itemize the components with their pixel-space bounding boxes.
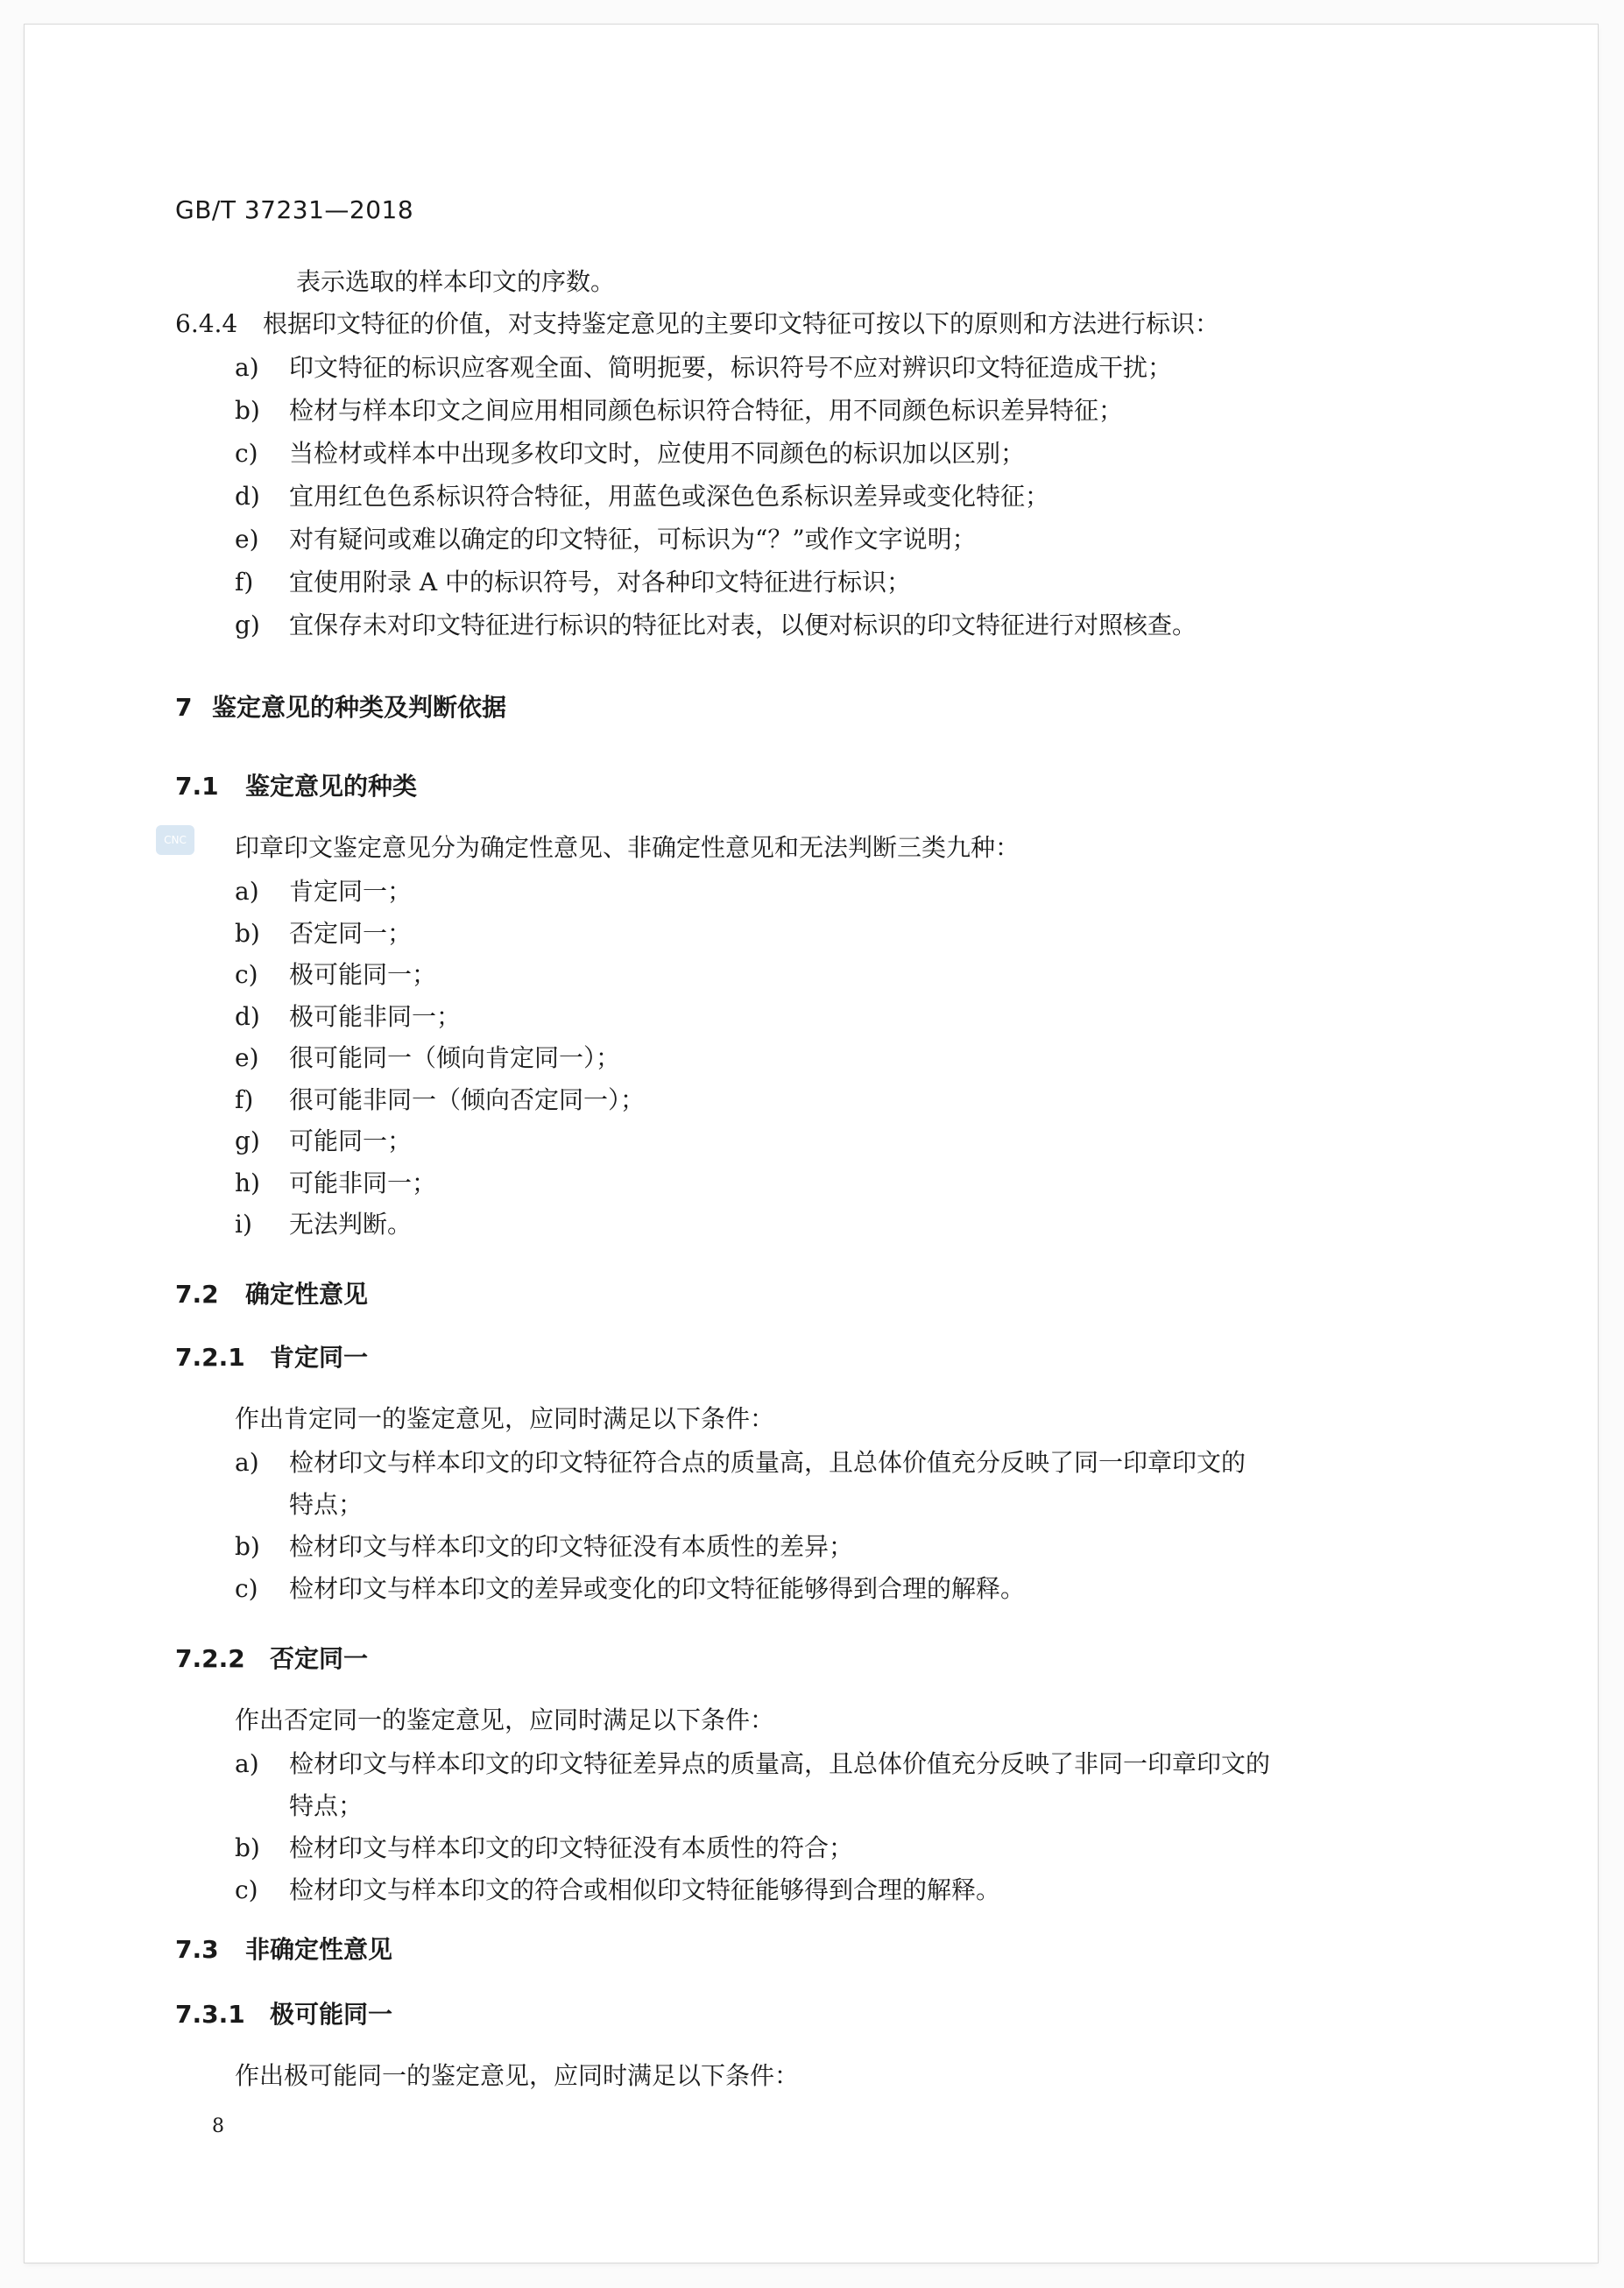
clause-number: 6.4.4 xyxy=(175,309,238,338)
list-item-continuation: 特点； xyxy=(289,1791,364,1820)
list-item xyxy=(235,1001,461,1033)
section-number: 7 xyxy=(175,693,193,722)
list-text: 肯定同一； xyxy=(289,877,413,906)
list-item xyxy=(235,876,412,907)
list-item xyxy=(235,481,1049,512)
list-item-continuation: 特点； xyxy=(289,1490,364,1519)
list-text: 印文特征的标识应客观全面、简明扼要，标识符号不应对辨识印文特征造成干扰； xyxy=(289,353,1173,382)
section-number: 7.3.1 xyxy=(175,2000,245,2029)
section-7-3-1-heading xyxy=(175,1999,392,2030)
list-text: 很可能同一（倾向肯定同一）； xyxy=(289,1043,621,1072)
section-7-1-heading xyxy=(175,771,417,802)
list-item xyxy=(235,1084,645,1116)
section-title: 鉴定意见的种类及判断依据 xyxy=(212,693,507,722)
list-text: 无法判断。 xyxy=(289,1210,413,1239)
list-marker: b) xyxy=(235,1532,260,1561)
section-7-2-1-heading xyxy=(175,1342,368,1374)
list-text: 宜保存未对印文特征进行标识的特征比对表，以便对标识的印文特征进行对照核查。 xyxy=(289,611,1197,639)
section-title: 鉴定意见的种类 xyxy=(245,772,418,801)
list-marker: h) xyxy=(235,1168,260,1197)
list-text: 检材印文与样本印文的印文特征没有本质性的符合； xyxy=(289,1833,854,1862)
list-text: 极可能非同一； xyxy=(289,1001,462,1031)
clause-text: 根据印文特征的价值，对支持鉴定意见的主要印文特征可按以下的原则和方法进行标识： xyxy=(263,309,1220,338)
section-7-2-2-heading xyxy=(175,1643,368,1675)
section-number: 7.2.1 xyxy=(175,1343,245,1372)
section-7-3-1-intro: 作出极可能同一的鉴定意见，应同时满足以下条件： xyxy=(235,2061,800,2090)
page-number: 8 xyxy=(212,2115,224,2137)
list-item xyxy=(235,1875,1000,1906)
section-title: 非确定性意见 xyxy=(245,1935,393,1964)
section-7-1-intro: 印章印文鉴定意见分为确定性意见、非确定性意见和无法判断三类九种： xyxy=(235,833,1020,862)
section-7-2-1-intro: 作出肯定同一的鉴定意见，应同时满足以下条件： xyxy=(235,1404,775,1433)
list-marker: b) xyxy=(235,1833,260,1862)
list-marker: e) xyxy=(235,1043,259,1072)
list-item xyxy=(235,395,1123,427)
list-marker: c) xyxy=(235,439,258,468)
section-title: 极可能同一 xyxy=(270,2000,393,2029)
list-marker: e) xyxy=(235,525,259,554)
list-text: 检材印文与样本印文的差异或变化的印文特征能够得到合理的解释。 xyxy=(289,1574,1026,1603)
list-text: 检材与样本印文之间应用相同颜色标识符合特征，用不同颜色标识差异特征； xyxy=(289,396,1124,425)
list-text: 宜用红色色系标识符合特征，用蓝色或深色色系标识差异或变化特征； xyxy=(289,482,1050,511)
standard-code: GB/T 37231—2018 xyxy=(175,195,414,224)
list-text: 检材印文与样本印文的印文特征没有本质性的差异； xyxy=(289,1532,854,1561)
section-title: 肯定同一 xyxy=(270,1343,369,1372)
list-text: 检材印文与样本印文的印文特征符合点的质量高，且总体价值充分反映了同一印章印文的 xyxy=(289,1448,1246,1477)
section-title: 否定同一 xyxy=(270,1644,369,1673)
watermark-logo: CNC xyxy=(156,825,194,855)
list-marker: a) xyxy=(235,353,259,382)
list-text: 可能同一； xyxy=(289,1126,413,1155)
list-marker: f) xyxy=(235,1084,254,1114)
list-item xyxy=(235,1447,1246,1479)
list-text: 对有疑问或难以确定的印文特征，可标识为“？”或作文字说明； xyxy=(289,525,977,554)
list-text: 否定同一； xyxy=(289,918,413,948)
continuation-line: 表示选取的样本印文的序数。 xyxy=(296,267,616,296)
list-marker: b) xyxy=(235,396,260,425)
list-marker: g) xyxy=(235,1126,260,1155)
list-text: 很可能非同一（倾向否定同一）； xyxy=(289,1084,646,1114)
list-marker: a) xyxy=(235,1448,259,1477)
list-text: 可能非同一； xyxy=(289,1168,437,1197)
list-item xyxy=(235,352,1172,384)
list-marker: b) xyxy=(235,918,260,948)
list-marker: f) xyxy=(235,568,254,597)
section-number: 7.1 xyxy=(175,772,219,801)
list-marker: i) xyxy=(235,1210,252,1239)
list-marker: c) xyxy=(235,1574,258,1603)
list-item xyxy=(235,959,436,991)
list-item xyxy=(235,918,412,950)
section-7-heading xyxy=(175,692,506,724)
list-text: 当检材或样本中出现多枚印文时，应使用不同颜色的标识加以区别； xyxy=(289,439,1026,468)
list-text: 极可能同一； xyxy=(289,960,437,989)
section-title: 确定性意见 xyxy=(245,1280,369,1309)
list-item xyxy=(235,610,1197,641)
list-marker: d) xyxy=(235,482,260,511)
list-item xyxy=(235,1531,853,1563)
section-number: 7.3 xyxy=(175,1935,219,1964)
list-item xyxy=(235,524,977,555)
list-marker: g) xyxy=(235,611,260,639)
section-7-2-heading xyxy=(175,1279,368,1310)
list-item xyxy=(235,1126,412,1157)
list-item xyxy=(235,1042,620,1074)
list-marker: a) xyxy=(235,1749,259,1778)
list-marker: c) xyxy=(235,960,258,989)
clause-6-4-4 xyxy=(175,308,1219,340)
list-text: 宜使用附录 A 中的标识符号，对各种印文特征进行标识； xyxy=(289,568,912,597)
list-item xyxy=(235,1168,436,1199)
list-item xyxy=(235,438,1025,470)
list-marker: a) xyxy=(235,877,259,906)
section-7-3-heading xyxy=(175,1934,392,1966)
section-7-2-2-intro: 作出否定同一的鉴定意见，应同时满足以下条件： xyxy=(235,1705,775,1734)
list-text: 检材印文与样本印文的符合或相似印文特征能够得到合理的解释。 xyxy=(289,1875,1001,1904)
list-item xyxy=(235,1209,412,1240)
list-item xyxy=(235,567,911,598)
list-marker: c) xyxy=(235,1875,258,1904)
list-item xyxy=(235,1748,1270,1780)
list-item xyxy=(235,1833,853,1864)
section-number: 7.2.2 xyxy=(175,1644,245,1673)
list-text: 检材印文与样本印文的印文特征差异点的质量高，且总体价值充分反映了非同一印章印文的 xyxy=(289,1749,1271,1778)
section-number: 7.2 xyxy=(175,1280,219,1309)
list-item xyxy=(235,1573,1025,1605)
list-marker: d) xyxy=(235,1001,260,1031)
